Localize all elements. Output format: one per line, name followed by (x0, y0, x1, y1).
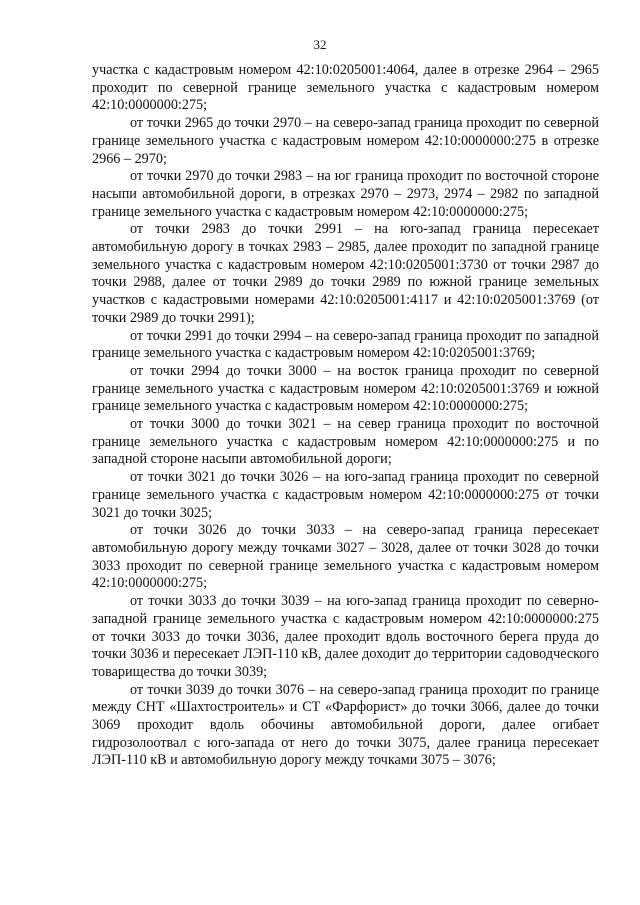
paragraph-continuation: участка с кадастровым номером 42:10:0205001:4064, далее в отрезке 2964 – 2965 проходит по северной границе земельного участка с кадастровым номером 42:10:0000000:275; (92, 62, 599, 114)
paragraph: от точки 2991 до точки 2994 – на северо-запад граница проходит по западной границе земельного участка с кадастровым номером 42:10:0205001:3769; (92, 327, 599, 362)
paragraph: от точки 3026 до точки 3033 – на северо-запад граница пересекает автомобильную дорогу между точками 3027 – 3028, далее от точки 3028 до точки 3033 проходит по северной границе земельного участка с кадастровым номером 42:10:0000000:275; (92, 522, 599, 592)
paragraph: от точки 2983 до точки 2991 – на юго-запад граница пересекает автомобильную дорогу в точках 2983 – 2985, далее проходит по западной границе земельного участка с кадастровым номером 42:10:0205001:3730 от точки 2987 до точки 2988, далее от точки 2989 до точки 2989 по южной границе земельных участков с кадастровыми номерами 42:10:0205001:4117 и 42:10:0205001:3769 (от точки 2989 до точки 2991); (92, 221, 599, 326)
paragraph: от точки 3000 до точки 3021 – на север граница проходит по восточной границе земельного участка с кадастровым номером 42:10:0000000:275 и по западной стороне насыпи автомобильной дороги; (92, 416, 599, 468)
paragraph: от точки 3039 до точки 3076 – на северо-запад граница проходит по границе между СНТ «Шахтостроитель» и СТ «Фарфорист» до точки 3066, далее до точки 3069 проходит вдоль обочины автомобильной дороги, далее огибает гидрозолоотвал с юго-запада от него до точки 3075, далее граница пересекает ЛЭП-110 кВ и автомобильную дорогу между точками 3075 – 3076; (92, 681, 599, 769)
paragraph: от точки 2965 до точки 2970 – на северо-запад граница проходит по северной границе земельного участка с кадастровым номером 42:10:0000000:275 в отрезке 2966 – 2970; (92, 115, 599, 167)
page-number: 32 (313, 37, 327, 52)
paragraph: от точки 2970 до точки 2983 – на юг граница проходит по восточной стороне насыпи автомобильной дороги, в отрезках 2970 – 2973, 2974 – 2982 по западной границе земельного участка с кадастровым номером 42:10:0000000:275; (92, 168, 599, 220)
paragraph: от точки 3033 до точки 3039 – на юго-запад граница проходит по северно-западной границе земельного участка с кадастровым номером 42:10:0000000:275 от точки 3033 до точки 3036, далее проходит вдоль восточного берега пруда до точки 3036 и пересекает ЛЭП-110 кВ, далее доходит до территории садоводческого товарищества до точки 3039; (92, 593, 599, 680)
paragraph: от точки 3021 до точки 3026 – на юго-запад граница проходит по северной границе земельного участка с кадастровым номером 42:10:0000000:275 от точки 3021 до точки 3025; (92, 469, 599, 521)
paragraph: от точки 2994 до точки 3000 – на восток граница проходит по северной границе земельного участка с кадастровым номером 42:10:0205001:3769 и южной границе земельного участка с кадастровым номером 42:10:0000000:275; (92, 362, 599, 415)
document-body (92, 62, 599, 770)
